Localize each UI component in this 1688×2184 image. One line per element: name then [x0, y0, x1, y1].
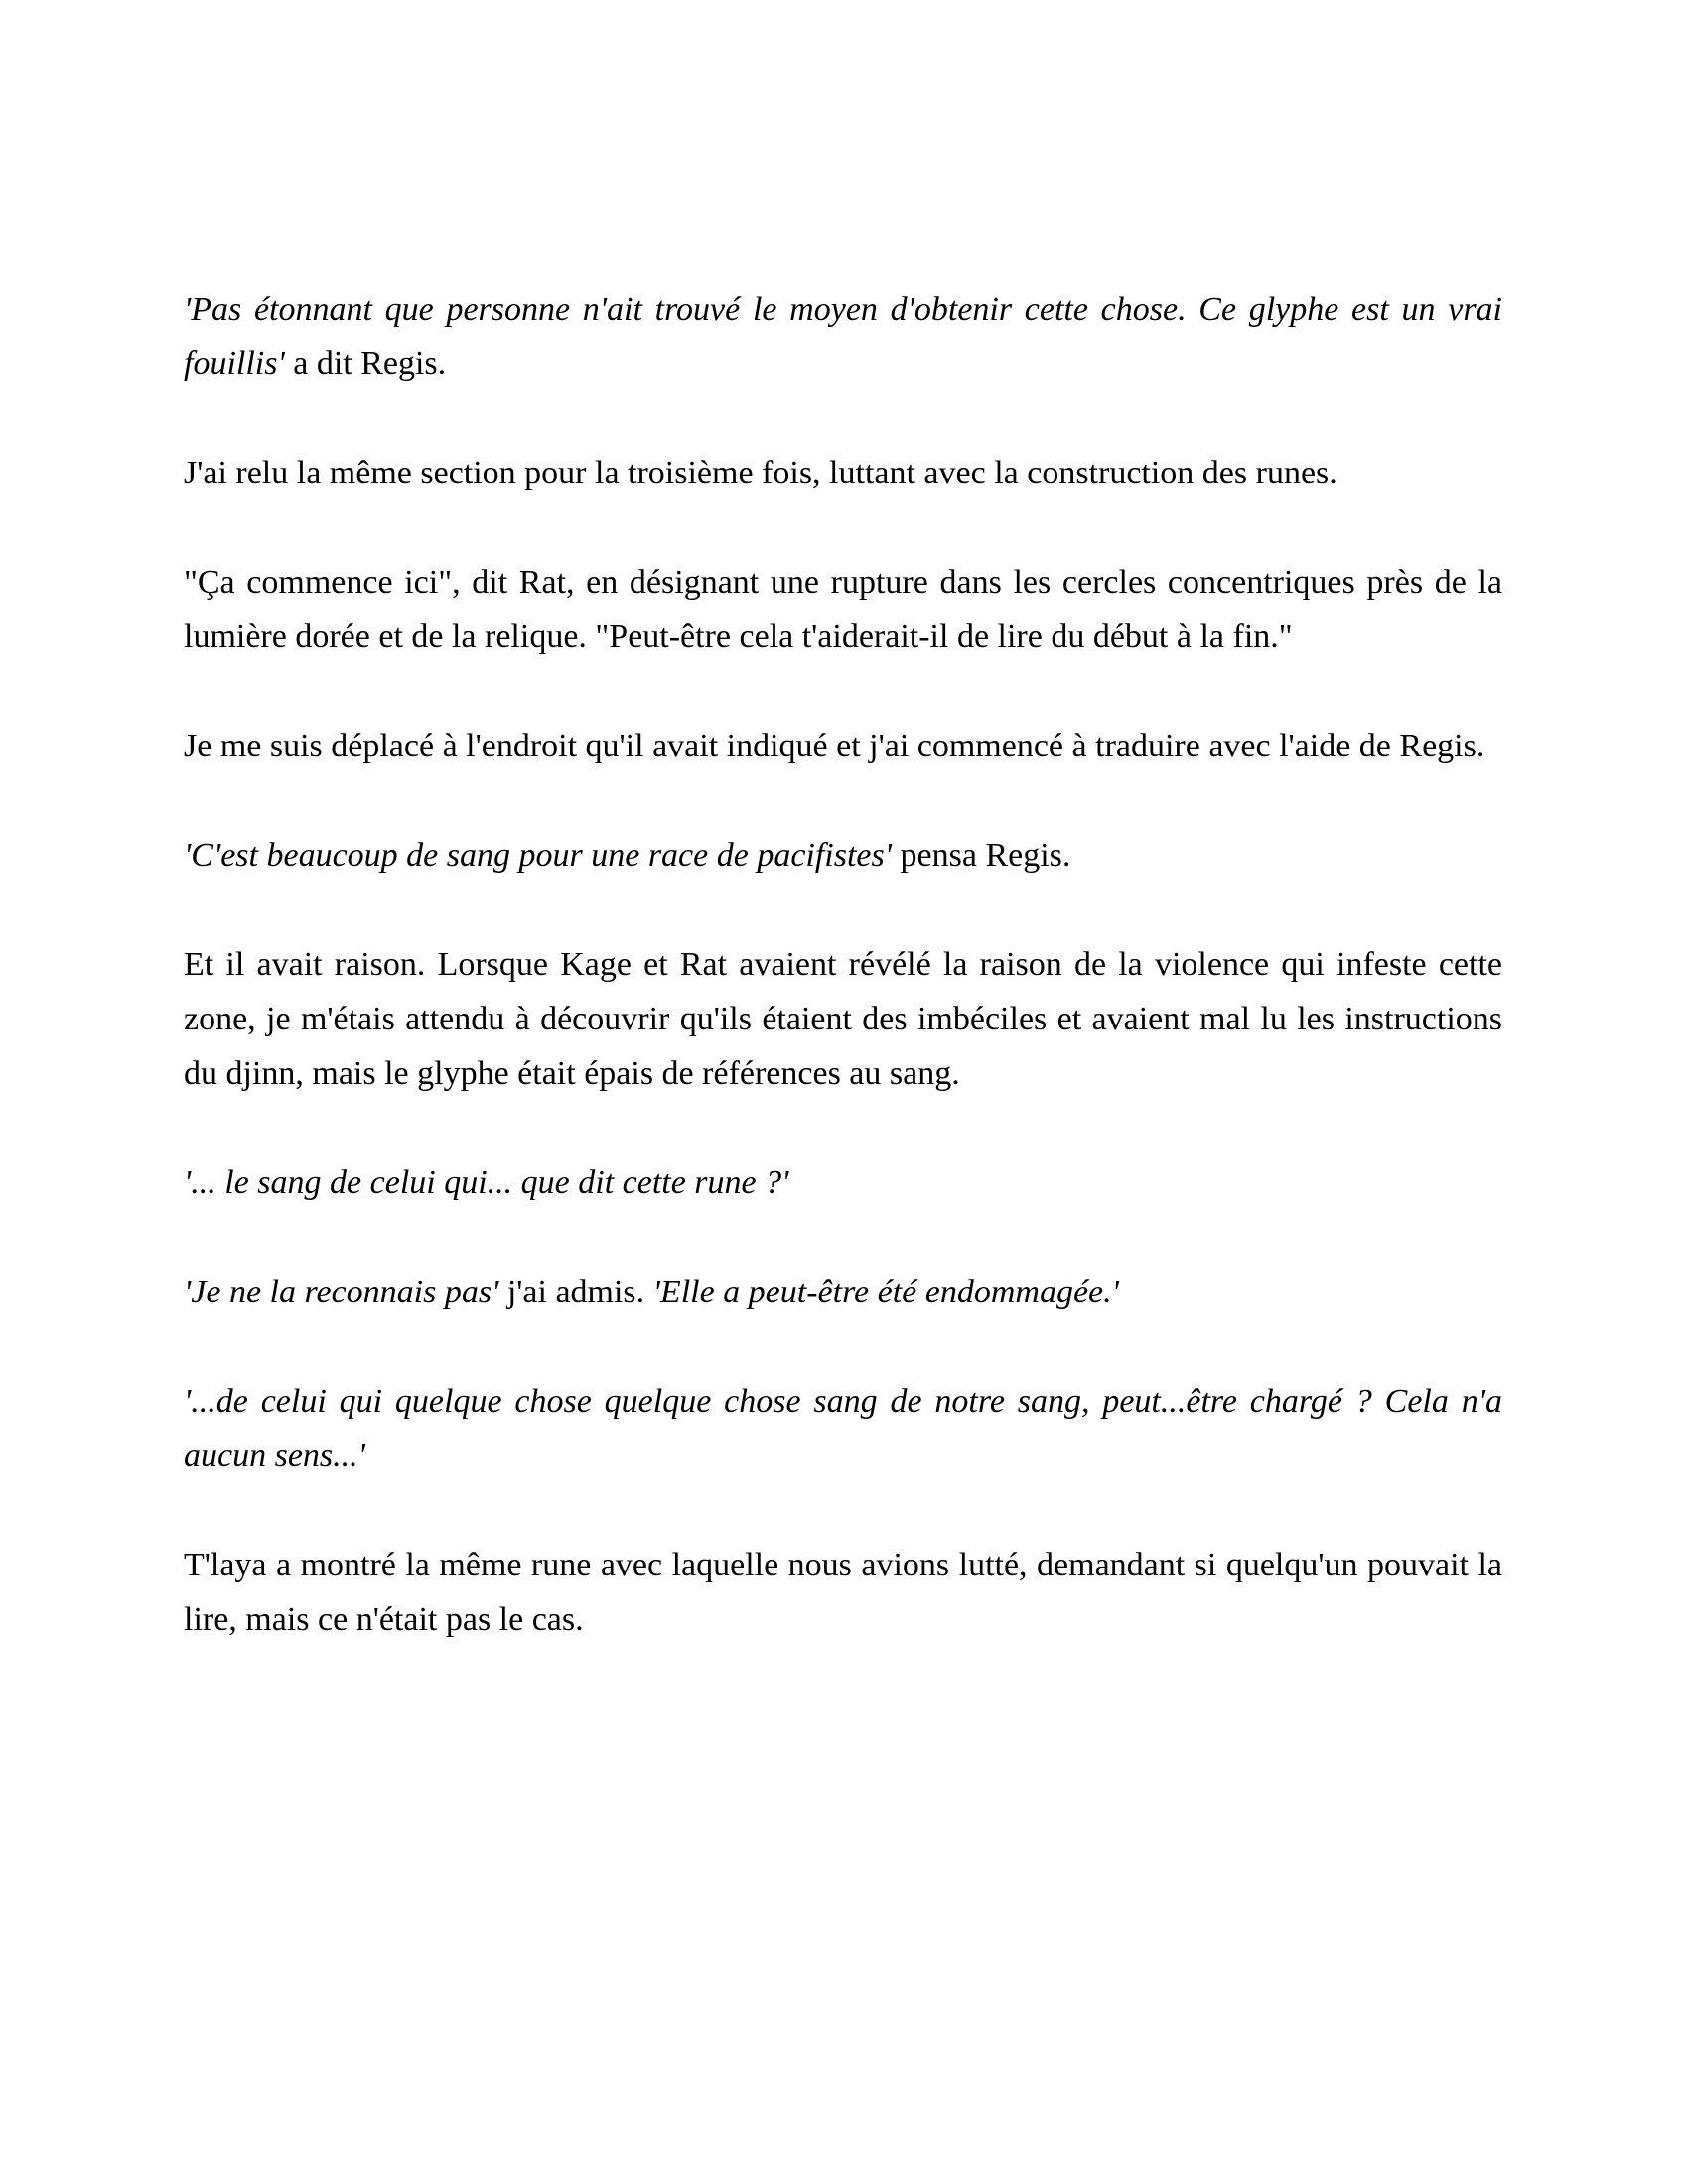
- paragraph: [184, 446, 1502, 500]
- paragraph: [184, 282, 1502, 391]
- text-run: pensa Regis.: [892, 837, 1071, 874]
- text-run: 'C'est beaucoup de sang pour une race de pacifistes': [184, 837, 893, 874]
- text-run: a dit Regis.: [284, 345, 447, 382]
- paragraph: [184, 1538, 1502, 1647]
- text-run: j'ai admis.: [498, 1274, 653, 1310]
- paragraph: [184, 555, 1502, 664]
- text-run: "Ça commence ici", dit Rat, en désignant une rupture dans les cercles concentriques près de la lumière dorée et de la relique. "Peut-être cela t'aiderait-il de lire du début à la fin.": [184, 564, 1502, 655]
- paragraph: [184, 1265, 1502, 1319]
- text-run: J'ai relu la même section pour la troisième fois, luttant avec la construction des runes.: [184, 455, 1337, 491]
- paragraph: [184, 937, 1502, 1101]
- text-content: [184, 282, 1502, 1647]
- text-run: Je me suis déplacé à l'endroit qu'il avait indiqué et j'ai commencé à traduire avec l'aide de Regis.: [184, 728, 1485, 764]
- text-run: Et il avait raison. Lorsque Kage et Rat avaient révélé la raison de la violence qui infeste cette zone, je m'étais attendu à découvrir qu'ils étaient des imbéciles et avaient mal lu les instructions du djinn, mais le glyphe était épais de références au sang.: [184, 946, 1502, 1092]
- text-run: T'laya a montré la même rune avec laquelle nous avions lutté, demandant si quelqu'un pouvait la lire, mais ce n'était pas le cas.: [184, 1547, 1502, 1638]
- paragraph: [184, 719, 1502, 773]
- paragraph: [184, 828, 1502, 883]
- paragraph: [184, 1374, 1502, 1483]
- text-run: 'Pas étonnant que personne n'ait trouvé le moyen d'obtenir cette chose. Ce glyphe est un vrai fouillis': [184, 291, 1502, 382]
- text-run: 'Elle a peut-être été endommagée.': [652, 1274, 1119, 1310]
- text-run: '...de celui qui quelque chose quelque chose sang de notre sang, peut...être chargé ? Cela n'a aucun sens...': [184, 1383, 1502, 1474]
- text-run: '... le sang de celui qui... que dit cette rune ?': [184, 1164, 789, 1201]
- paragraph: [184, 1156, 1502, 1210]
- text-run: 'Je ne la reconnais pas': [184, 1274, 499, 1310]
